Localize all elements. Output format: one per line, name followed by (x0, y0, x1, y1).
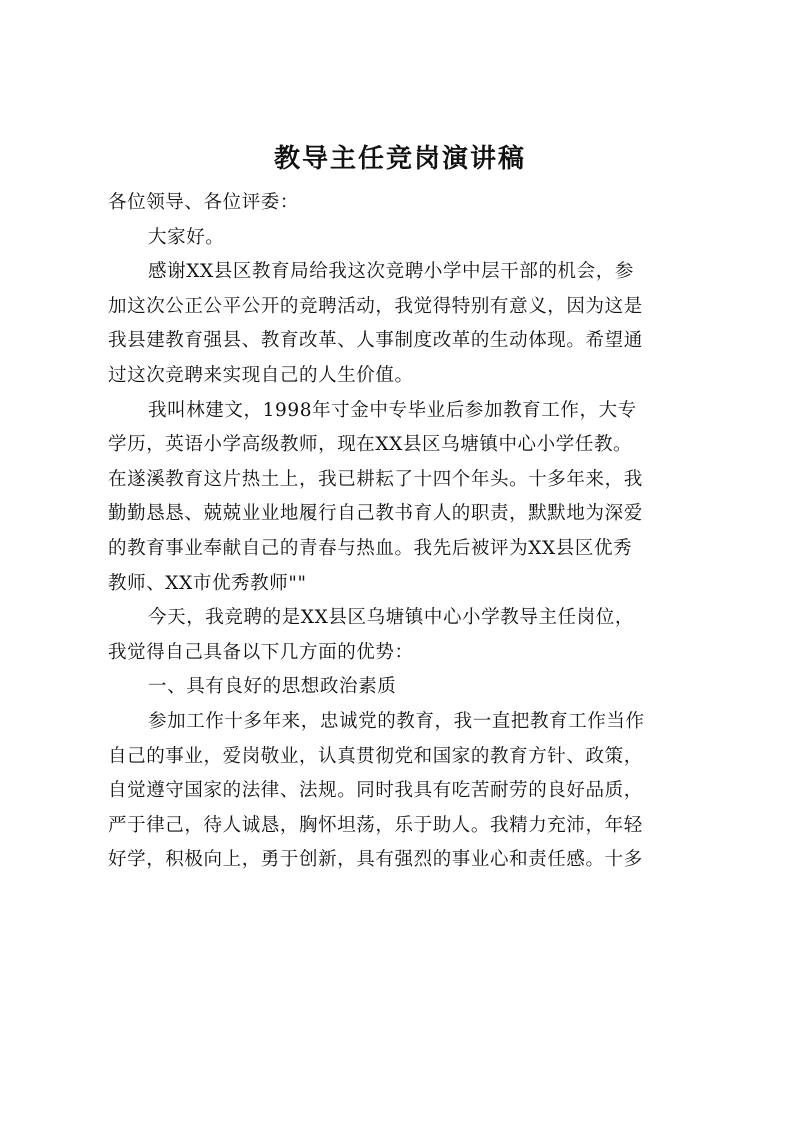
paragraph-line: 今天，我竞聘的是XX县区乌塘镇中心小学教导主任岗位， (148, 607, 634, 629)
document-title: 教导主任竞岗演讲稿 (273, 144, 526, 174)
paragraph-line: 我觉得自己具备以下几方面的优势： (108, 641, 414, 663)
paragraph-line: 勤勤恳恳、兢兢业业地履行自己教书育人的职责，默默地为深爱 (108, 503, 643, 525)
paragraph-line: 教师、XX市优秀教师"" (108, 572, 307, 594)
paragraph-line: 学历，英语小学高级教师，现在XX县区乌塘镇中心小学任教。 (108, 434, 633, 456)
paragraph-line: 在遂溪教育这片热土上，我已耕耘了十四个年头。十多年来，我 (108, 468, 643, 490)
paragraph-line: 自觉遵守国家的法律、法规。同时我具有吃苦耐劳的良好品质， (108, 780, 643, 802)
document-body (108, 186, 708, 878)
greeting-line: 大家好。 (148, 226, 225, 248)
paragraph-line: 自己的事业，爱岗敬业，认真贯彻党和国家的教育方针、政策， (108, 745, 643, 767)
section-heading: 一、具有良好的思想政治素质 (148, 676, 397, 698)
paragraph-line: 的教育事业奉献自己的青春与热血。我先后被评为XX县区优秀 (108, 537, 633, 559)
paragraph-line: 我县建教育强县、教育改革、人事制度改革的生动体现。希望通 (108, 330, 643, 352)
paragraph-line: 加这次公正公平公开的竞聘活动，我觉得特别有意义，因为这是 (108, 295, 643, 317)
paragraph-line: 感谢XX县区教育局给我这次竞聘小学中层干部的机会，参 (148, 261, 634, 283)
salutation-line: 各位领导、各位评委： (108, 192, 300, 213)
paragraph-line: 参加工作十多年来，忠诚党的教育，我一直把教育工作当作 (148, 710, 645, 732)
paragraph-line: 好学，积极向上，勇于创新，具有强烈的事业心和责任感。十多 (108, 849, 643, 871)
paragraph-line: 严于律己，待人诚恳，胸怀坦荡，乐于助人。我精力充沛，年轻 (108, 814, 643, 836)
paragraph-line: 我叫林建文，1998年寸金中专毕业后参加教育工作，大专 (148, 399, 637, 421)
paragraph-line: 过这次竞聘来实现自己的人生价值。 (108, 364, 414, 386)
